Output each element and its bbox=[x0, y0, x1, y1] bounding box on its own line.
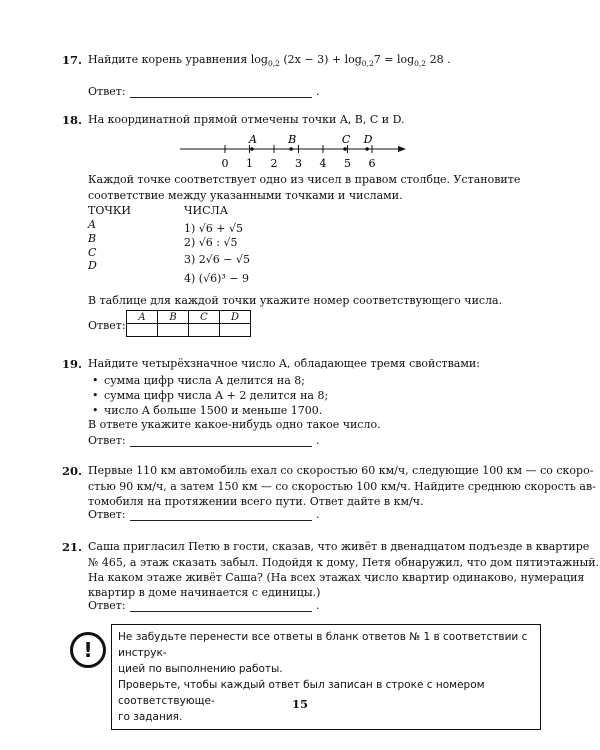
number-option-3: 3) 2√6 − √5 bbox=[184, 253, 251, 266]
answer-dot: . bbox=[316, 434, 320, 447]
bullet: • bbox=[92, 389, 99, 402]
answer-table bbox=[126, 310, 251, 337]
answer-field[interactable] bbox=[130, 520, 312, 521]
task-19-tail: В ответе укажите какое-нибудь одно такое число. bbox=[88, 418, 381, 431]
task-19-bullet: сумма цифр числа A делится на 8; bbox=[104, 374, 305, 387]
point-c bbox=[343, 147, 347, 151]
task-21-line: Саша пригласил Петю в гости, сказав, что живёт в двенадцатом подъезде в квартире bbox=[88, 540, 590, 553]
point-label: D bbox=[88, 259, 97, 272]
answer-cell-a[interactable] bbox=[127, 324, 158, 337]
answer-table-header-row bbox=[127, 311, 251, 324]
task-21-number: 21. bbox=[62, 540, 83, 554]
answer-label: Ответ: bbox=[88, 508, 126, 521]
task-19-lead: Найдите четырёхзначное число A, обладающее тремя свойствами: bbox=[88, 357, 480, 370]
page-number: 15 bbox=[291, 697, 308, 711]
answer-table-header: B bbox=[158, 311, 189, 324]
number-line bbox=[180, 128, 410, 170]
number-option-1: 1) √6 + √5 bbox=[184, 222, 244, 235]
task-19-bullet: сумма цифр числа A + 2 делится на 8; bbox=[104, 389, 329, 402]
bullet: • bbox=[92, 374, 99, 387]
task-17-number: 17. bbox=[62, 53, 83, 67]
answer-cell-d[interactable] bbox=[220, 324, 251, 337]
task-19-bullet: число A больше 1500 и меньше 1700. bbox=[104, 404, 323, 417]
task-20-line: томобиля на протяжении всего пути. Ответ дайте в км/ч. bbox=[88, 495, 424, 508]
reminder-line: го задания. bbox=[118, 711, 183, 723]
answer-table-input-row bbox=[127, 324, 251, 337]
reminder-note bbox=[111, 624, 541, 730]
answer-dot: . bbox=[316, 85, 320, 98]
points-header: ТОЧКИ bbox=[88, 204, 131, 217]
answer-label: Ответ: bbox=[88, 599, 126, 612]
tick-label: 4 bbox=[319, 157, 327, 170]
numbers-header: ЧИСЛА bbox=[184, 204, 229, 217]
task-20-line: Первые 110 км автомобиль ехал со скоростью 60 км/ч, следующие 100 км — со скоро- bbox=[88, 464, 594, 477]
tick-label: 6 bbox=[368, 157, 376, 170]
equation: $\log_{0,2} (2x - 3) + \log_{0,2}7 = \log_{0,2} 28$ . bbox=[250, 53, 451, 68]
tick-label: 2 bbox=[270, 157, 278, 170]
task-20-number: 20. bbox=[62, 464, 83, 478]
tick-label: 3 bbox=[295, 157, 302, 170]
reminder-line: Не забудьте перенести все ответы в бланк ответов № 1 в соответствии с инструк- bbox=[118, 631, 528, 659]
answer-field[interactable] bbox=[130, 611, 312, 612]
answer-table-header: A bbox=[127, 311, 158, 324]
task-21-line: № 465, а этаж сказать забыл. Подойдя к дому, Петя обнаружил, что дом пятиэтажный. bbox=[88, 556, 600, 569]
answer-cell-c[interactable] bbox=[189, 324, 220, 337]
task-18-table-instruction: В таблице для каждой точки укажите номер соответствующего числа. bbox=[88, 294, 503, 307]
point-label: B bbox=[88, 232, 97, 245]
point-b bbox=[289, 147, 293, 151]
number-option-2: 2) √6 : √5 bbox=[184, 236, 238, 249]
tick-label: 1 bbox=[246, 157, 253, 170]
task-18-number: 18. bbox=[62, 113, 83, 127]
point-label: A bbox=[88, 218, 96, 231]
answer-cell-b[interactable] bbox=[158, 324, 189, 337]
point-label-b: B bbox=[288, 133, 297, 146]
answer-dot: . bbox=[316, 599, 320, 612]
tick-label: 0 bbox=[221, 157, 229, 170]
reminder-line: цией по выполнению работы. bbox=[118, 663, 283, 675]
task-17-lead: Найдите корень уравнения bbox=[88, 53, 248, 66]
answer-dot: . bbox=[316, 508, 320, 521]
point-d bbox=[365, 147, 369, 151]
task-21-line: На каком этаже живёт Саша? (На всех этажах число квартир одинаково, нумерация bbox=[88, 571, 585, 584]
answer-field[interactable] bbox=[130, 97, 312, 98]
warning-icon: ! bbox=[70, 632, 106, 668]
answer-field[interactable] bbox=[130, 446, 312, 447]
point-label: C bbox=[88, 246, 97, 259]
answer-label: Ответ: bbox=[88, 319, 126, 332]
answer-label: Ответ: bbox=[88, 85, 126, 98]
point-label-d: D bbox=[363, 133, 373, 146]
answer-table-header: C bbox=[189, 311, 220, 324]
reminder-line: Проверьте, чтобы каждый ответ был записан в строке с номером соответствующе- bbox=[118, 679, 485, 707]
tick-label: 5 bbox=[344, 157, 351, 170]
answer-label: Ответ: bbox=[88, 434, 126, 447]
task-19-number: 19. bbox=[62, 357, 83, 371]
answer-table-header: D bbox=[220, 311, 251, 324]
task-18-instruction: Каждой точке соответствует одно из чисел в правом столбце. Установите соответствие между указанными точками и числами. bbox=[88, 173, 521, 202]
point-label-a: A bbox=[248, 133, 257, 146]
point-a bbox=[250, 147, 254, 151]
task-21-line: квартир в доме начинается с единицы.) bbox=[88, 586, 321, 599]
task-17-text bbox=[88, 52, 451, 72]
number-option-4: 4) (√6)³ − 9 bbox=[184, 272, 250, 285]
axis-arrow bbox=[398, 146, 406, 152]
task-20-line: стью 90 км/ч, а затем 150 км — со скоростью 100 км/ч. Найдите среднюю скорость ав- bbox=[88, 480, 596, 493]
bullet: • bbox=[92, 404, 99, 417]
task-18-lead: На координатной прямой отмечены точки A, B, C и D. bbox=[88, 113, 405, 126]
point-label-c: C bbox=[341, 133, 351, 146]
